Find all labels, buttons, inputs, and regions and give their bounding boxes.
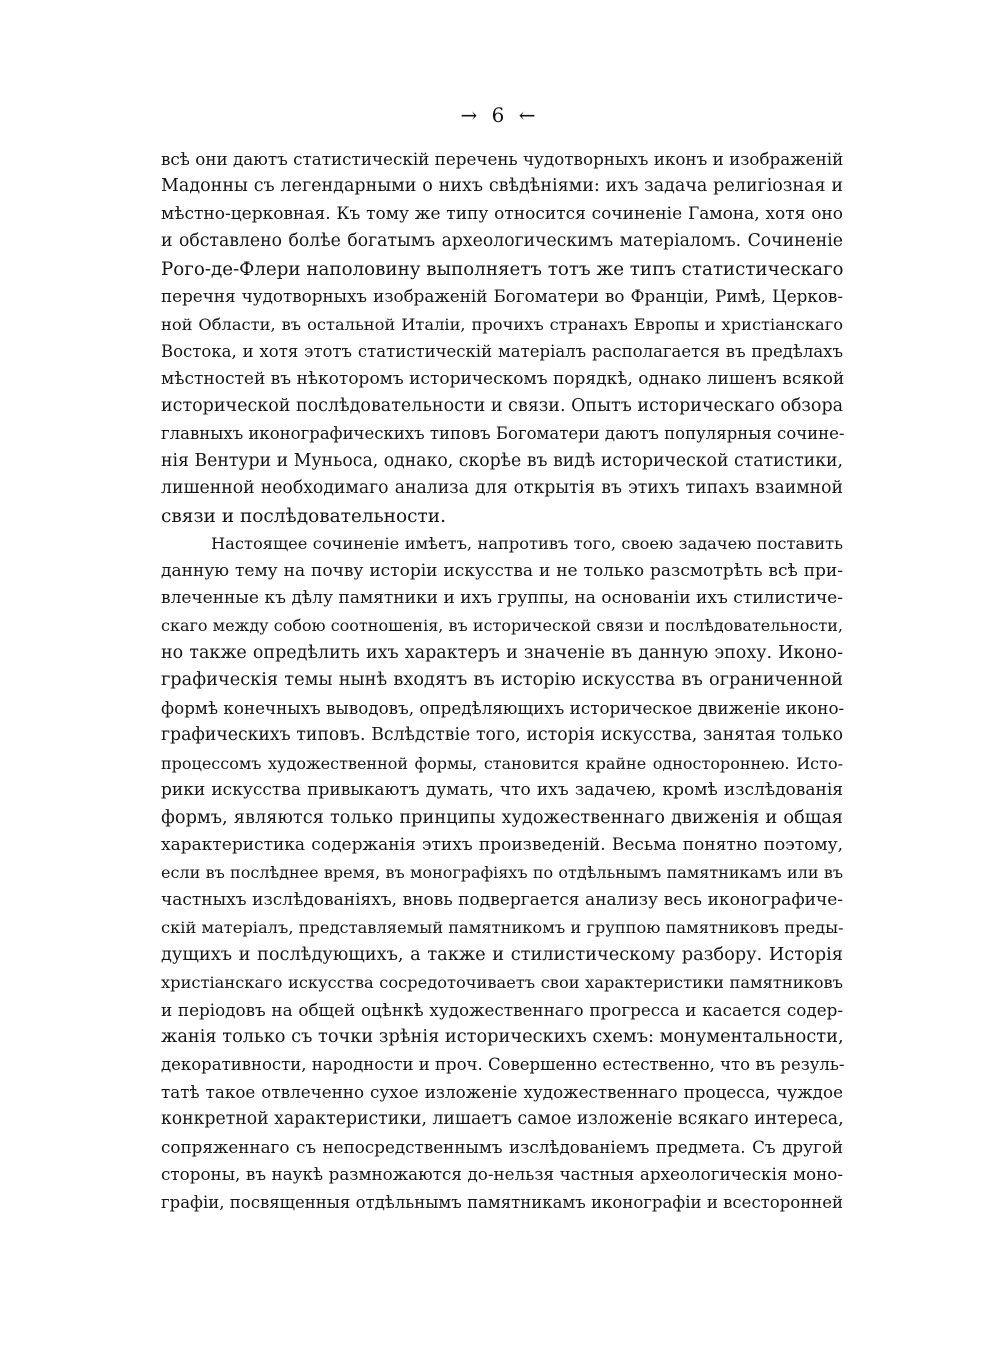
text-line: конкретной характеристики, лишаетъ самое изложеніе всякаго интереса, <box>161 1109 844 1130</box>
text-line: всѣ они даютъ статистическій перечень чудотворныхъ иконъ и изображеній <box>161 149 844 169</box>
text-line: лишенной необходимаго анализа для открытія въ этихъ типахъ взаимной <box>161 478 843 499</box>
text-line: графическихъ типовъ. Вслѣдствіе того, исторія искусства, занятая только <box>161 725 843 746</box>
text-line: формъ, являются только принципы художественнаго движенія и общая <box>161 807 843 828</box>
text-line: формѣ конечныхъ выводовъ, опредѣляющихъ историческое движеніе иконо- <box>161 697 845 718</box>
text-line: связи и послѣдовательности. <box>161 505 446 527</box>
text-line: стороны, въ наукѣ размножаются до-нельзя частныя археологическія моно- <box>161 1164 843 1185</box>
text-line: рики искусства привыкаютъ думать, что ихъ задачею, кромѣ изслѣдованія <box>161 780 843 801</box>
text-line: влеченные къ дѣлу памятники и ихъ группы, на основаніи ихъ стилистиче- <box>161 588 843 608</box>
text-line: исторической послѣдовательности и связи. Опытъ историческаго обзора <box>161 395 844 416</box>
text-line: скій матеріалъ, представляемый памятникомъ и группою памятниковъ преды- <box>161 918 844 938</box>
text-line: жанія только съ точки зрѣнія историческихъ схемъ: монументальности, <box>161 1027 844 1047</box>
text-line: главныхъ иконографическихъ типовъ Богоматери даютъ популярныя сочине- <box>161 424 845 444</box>
text-line: скаго между собою соотношенія, въ исторической связи и послѣдовательности, <box>161 616 843 636</box>
text-line: Мадонны съ легендарными о нихъ свѣдѣніями: ихъ задача религіозная и <box>161 176 843 197</box>
text-line: и обставлено болѣе богатымъ археологическимъ матеріаломъ. Сочиненіе <box>161 231 843 252</box>
text-line: графическія темы нынѣ входятъ въ исторію искусства въ ограниченной <box>161 670 843 691</box>
text-line: если въ послѣднее время, въ монографіяхъ по отдѣльнымъ памятникамъ или въ <box>161 863 843 883</box>
text-line: графіи, посвященныя отдѣльнымъ памятникамъ иконографіи и всесторонней <box>161 1192 843 1212</box>
text-line: ной Области, въ остальной Италіи, прочихъ странахъ Европы и христіанскаго <box>161 314 843 334</box>
text-line: Настоящее сочиненіе имѣетъ, напротивъ того, своею задачею поставить <box>211 534 843 554</box>
paragraph-2 <box>161 530 843 1216</box>
page-number: → 6 ← <box>460 103 540 127</box>
text-line: но также опредѣлить ихъ характеръ и значеніе въ данную эпоху. Иконо- <box>161 642 843 663</box>
text-line: нія Вентури и Муньоса, однако, скорѣе въ видѣ исторической статистики, <box>161 450 843 471</box>
text-line: и періодовъ на общей оцѣнкѣ художественнаго прогресса и касается содер- <box>161 999 843 1020</box>
text-line: дущихъ и послѣдующихъ, а также и стилистическому разбору. Исторія <box>161 944 843 965</box>
text-line: мѣстностей въ нѣкоторомъ историческомъ порядкѣ, однако лишенъ всякой <box>161 368 845 389</box>
text-line: перечня чудотворныхъ изображеній Богоматери во Франціи, Римѣ, Церков- <box>161 286 843 307</box>
text-line: Востока, и хотя этотъ статистическій матеріалъ располагается въ предѣлахъ <box>161 342 843 362</box>
text-line: декоративности, народности и проч. Совершенно естественно, что въ резуль- <box>161 1055 845 1075</box>
text-line: мѣстно-церковная. Къ тому же типу относится сочиненіе Гамона, хотя оно <box>161 203 843 224</box>
text-line: частныхъ изслѣдованіяхъ, вновь подвергается анализу весь иконографиче- <box>161 889 843 910</box>
paragraph-1 <box>161 146 843 530</box>
text-line: сопряженнаго съ непосредственнымъ изслѣдованіемъ предмета. Съ другой <box>161 1136 843 1157</box>
text-line: процессомъ художественной формы, становится крайне одностороннею. Исто- <box>161 753 843 773</box>
text-line: данную тему на почву исторіи искусства и не только разсмотрѣть всѣ при- <box>161 560 843 581</box>
text-line: христіанскаго искусства сосредоточиваетъ свои характеристики памятниковъ <box>161 973 843 993</box>
text-line: Рого-де-Флери наполовину выполняетъ тотъ же типъ статистическаго <box>161 258 844 280</box>
text-line: татѣ такое отвлеченно сухое изложеніе художественнаго процесса, чуждое <box>161 1081 843 1102</box>
text-line: характеристика содержанія этихъ произведеній. Весьма понятно поэтому, <box>161 834 843 855</box>
body-text <box>161 146 843 1216</box>
